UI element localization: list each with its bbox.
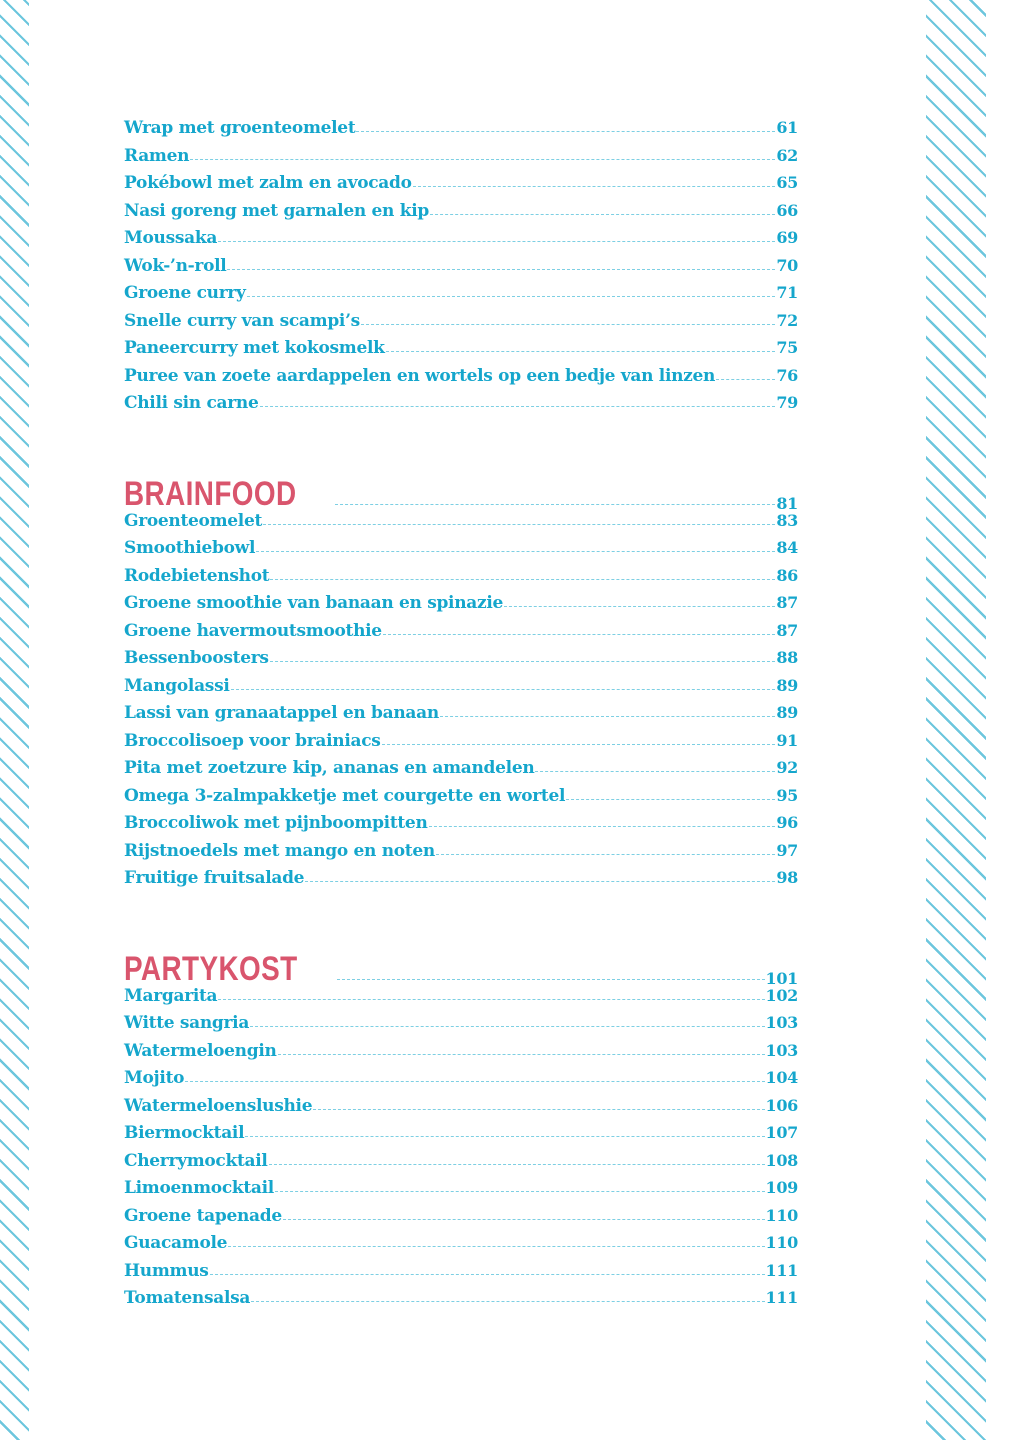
entry-page: 107 — [765, 1123, 798, 1142]
entry-title: Nasi goreng met garnalen en kip — [124, 200, 429, 221]
entry-page: 97 — [776, 840, 798, 860]
entry-title: Ramen — [124, 145, 190, 166]
entry-page: 109 — [765, 1178, 798, 1197]
entry-title: Limoenmocktail — [124, 1178, 274, 1198]
table-of-contents — [124, 118, 798, 1316]
entry-page: 104 — [765, 1068, 798, 1087]
entry-page: 70 — [776, 255, 798, 275]
section-heading-title: BRAINFOOD — [124, 474, 297, 513]
toc-entry[interactable] — [124, 868, 798, 896]
entry-page: 103 — [765, 1040, 798, 1060]
toc-section-partykost — [124, 942, 798, 1316]
entry-page: 106 — [765, 1095, 798, 1115]
dot-leader — [313, 1109, 764, 1110]
entry-title: Wok-’n-roll — [124, 255, 227, 276]
dot-leader — [436, 854, 775, 855]
dot-leader — [440, 716, 775, 717]
entry-title: Broccolisoep voor brainiacs — [124, 730, 381, 751]
entry-title: Tomatensalsa — [124, 1288, 251, 1308]
dot-leader — [251, 1301, 764, 1302]
dot-leader — [256, 551, 775, 552]
dot-leader — [504, 606, 775, 607]
entry-page: 102 — [765, 985, 798, 1005]
dot-leader — [566, 799, 775, 800]
entry-page: 108 — [765, 1150, 798, 1170]
toc-entry[interactable] — [124, 703, 798, 731]
entry-page: 65 — [776, 173, 798, 192]
toc-entry[interactable] — [124, 566, 798, 594]
dot-leader — [218, 241, 775, 242]
dot-leader — [283, 1219, 765, 1220]
section-heading-page: 81 — [776, 493, 798, 513]
entry-title: Omega 3-zalmpakketje met courgette en wortel — [124, 785, 566, 806]
entry-page: 84 — [776, 538, 798, 557]
section-heading-brainfood[interactable] — [124, 467, 798, 511]
dot-leader — [247, 296, 776, 297]
entry-page: 66 — [776, 200, 798, 220]
entry-title: Witte sangria — [124, 1013, 250, 1033]
dot-leader — [382, 744, 776, 745]
entry-page: 91 — [776, 730, 798, 750]
entry-title: Pita met zoetzure kip, ananas en amandelen — [124, 758, 535, 778]
toc-entry[interactable] — [124, 201, 798, 229]
entry-title: Lassi van granaatappel en banaan — [124, 703, 439, 723]
toc-entry[interactable] — [124, 986, 798, 1014]
dot-leader — [227, 269, 775, 270]
dot-leader — [383, 634, 776, 635]
toc-entry[interactable] — [124, 511, 798, 539]
entry-title: Puree van zoete aardappelen en wortels op een bedje van linzen — [124, 365, 716, 386]
entry-page: 88 — [776, 648, 798, 667]
toc-entry[interactable] — [124, 786, 798, 814]
toc-entry[interactable] — [124, 538, 798, 566]
left-stripe-border — [0, 0, 29, 1440]
dot-leader — [278, 1054, 765, 1055]
entry-title: Hummus — [124, 1260, 209, 1281]
toc-entry[interactable] — [124, 731, 798, 759]
entry-title: Chili sin carne — [124, 393, 259, 413]
entry-page: 111 — [765, 1260, 798, 1280]
entry-page: 92 — [776, 758, 798, 777]
entry-page: 95 — [776, 785, 798, 805]
dot-leader — [275, 1191, 765, 1192]
entry-page: 96 — [776, 813, 798, 832]
toc-entry[interactable] — [124, 1206, 798, 1234]
entry-title: Margarita — [124, 985, 218, 1006]
dot-leader — [210, 1274, 765, 1275]
toc-entry[interactable] — [124, 1096, 798, 1124]
entry-page: 62 — [776, 145, 798, 165]
entry-title: Wrap met groenteomelet — [124, 118, 356, 138]
entry-page: 86 — [776, 565, 798, 585]
entry-title: Moussaka — [124, 228, 218, 248]
entry-title: Fruitige fruitsalade — [124, 868, 305, 888]
dot-leader — [245, 1136, 764, 1137]
dot-leader — [413, 186, 776, 187]
entry-title: Watermeloenslushie — [124, 1095, 313, 1116]
entry-title: Guacamole — [124, 1233, 228, 1253]
dot-leader — [190, 159, 775, 160]
entry-page: 75 — [776, 338, 798, 357]
toc-entry[interactable] — [124, 1068, 798, 1096]
section-spacer — [124, 896, 798, 942]
entry-title: Smoothiebowl — [124, 538, 256, 558]
dot-leader — [270, 661, 776, 662]
entry-page: 110 — [765, 1205, 798, 1225]
toc-entry[interactable] — [124, 621, 798, 649]
dot-leader — [231, 689, 776, 690]
dot-leader — [269, 1164, 765, 1165]
entry-title: Rodebietenshot — [124, 565, 270, 586]
entry-page: 87 — [776, 593, 798, 612]
dot-leader — [386, 351, 776, 352]
toc-entry[interactable] — [124, 1233, 798, 1261]
entry-title: Groene curry — [124, 283, 246, 303]
toc-entry[interactable] — [124, 366, 798, 394]
entry-page: 79 — [776, 393, 798, 412]
entry-title: Broccoliwok met pijnboompitten — [124, 813, 428, 833]
section-heading-title: PARTYKOST — [124, 949, 298, 988]
entry-page: 69 — [776, 228, 798, 247]
toc-entry[interactable] — [124, 173, 798, 201]
toc-entry[interactable] — [124, 1123, 798, 1151]
entry-page: 89 — [776, 675, 798, 695]
toc-entry[interactable] — [124, 1013, 798, 1041]
toc-entry[interactable] — [124, 758, 798, 786]
entry-page: 76 — [776, 365, 798, 385]
entry-page: 89 — [776, 703, 798, 722]
dot-leader — [361, 324, 775, 325]
toc-entry[interactable] — [124, 1261, 798, 1289]
heading-wrap — [124, 474, 334, 513]
entry-page: 83 — [776, 510, 798, 530]
entry-page: 87 — [776, 620, 798, 640]
toc-entry[interactable] — [124, 256, 798, 284]
entry-page: 110 — [765, 1233, 798, 1252]
entry-page: 111 — [765, 1288, 798, 1307]
section-spacer — [124, 421, 798, 467]
toc-entry[interactable] — [124, 1288, 798, 1316]
entry-title: Mojito — [124, 1068, 185, 1088]
dot-leader — [260, 406, 776, 407]
toc-section-brainfood — [124, 467, 798, 896]
toc-entry[interactable] — [124, 1041, 798, 1069]
toc-entry[interactable] — [124, 228, 798, 256]
toc-entry[interactable] — [124, 813, 798, 841]
toc-entry[interactable] — [124, 338, 798, 366]
dot-leader — [185, 1081, 764, 1082]
entry-title: Bessenboosters — [124, 648, 269, 668]
entry-title: Pokébowl met zalm en avocado — [124, 173, 412, 193]
dot-leader — [335, 504, 775, 505]
dot-leader — [337, 979, 765, 980]
entry-page: 61 — [776, 118, 798, 137]
entry-title: Biermocktail — [124, 1123, 245, 1143]
entry-title: Snelle curry van scampi’s — [124, 310, 360, 331]
entry-title: Mangolassi — [124, 675, 230, 696]
section-heading-page: 101 — [765, 968, 798, 988]
entry-title: Rijstnoedels met mango en noten — [124, 840, 435, 861]
dot-leader — [263, 524, 775, 525]
toc-entry[interactable] — [124, 393, 798, 421]
dot-leader — [429, 826, 776, 827]
toc-entry[interactable] — [124, 118, 798, 146]
toc-entry[interactable] — [124, 1151, 798, 1179]
entry-title: Watermeloengin — [124, 1040, 277, 1061]
toc-entry[interactable] — [124, 146, 798, 174]
entry-title: Groene havermoutsmoothie — [124, 620, 382, 641]
dot-leader — [356, 131, 775, 132]
dot-leader — [535, 771, 775, 772]
dot-leader — [250, 1026, 764, 1027]
dot-leader — [305, 881, 775, 882]
dot-leader — [716, 379, 775, 380]
toc-entry[interactable] — [124, 1178, 798, 1206]
dot-leader — [430, 214, 775, 215]
heading-wrap — [124, 949, 336, 988]
dot-leader — [270, 579, 775, 580]
toc-entry[interactable] — [124, 283, 798, 311]
section-heading-partykost[interactable] — [124, 942, 798, 986]
entry-title: Groenteomelet — [124, 510, 263, 531]
entry-title: Groene smoothie van banaan en spinazie — [124, 593, 504, 613]
toc-entry[interactable] — [124, 311, 798, 339]
entry-title: Paneercurry met kokosmelk — [124, 338, 385, 358]
toc-entry[interactable] — [124, 676, 798, 704]
entry-page: 103 — [765, 1013, 798, 1032]
entry-title: Groene tapenade — [124, 1205, 282, 1226]
entry-title: Cherrymocktail — [124, 1150, 268, 1171]
entry-page: 72 — [776, 310, 798, 330]
entry-page: 71 — [776, 283, 798, 302]
toc-entry[interactable] — [124, 648, 798, 676]
entry-page: 98 — [776, 868, 798, 887]
toc-entry[interactable] — [124, 593, 798, 621]
toc-group-continued — [124, 118, 798, 421]
dot-leader — [228, 1246, 764, 1247]
toc-entry[interactable] — [124, 841, 798, 869]
dot-leader — [218, 999, 764, 1000]
right-stripe-border — [926, 0, 986, 1440]
